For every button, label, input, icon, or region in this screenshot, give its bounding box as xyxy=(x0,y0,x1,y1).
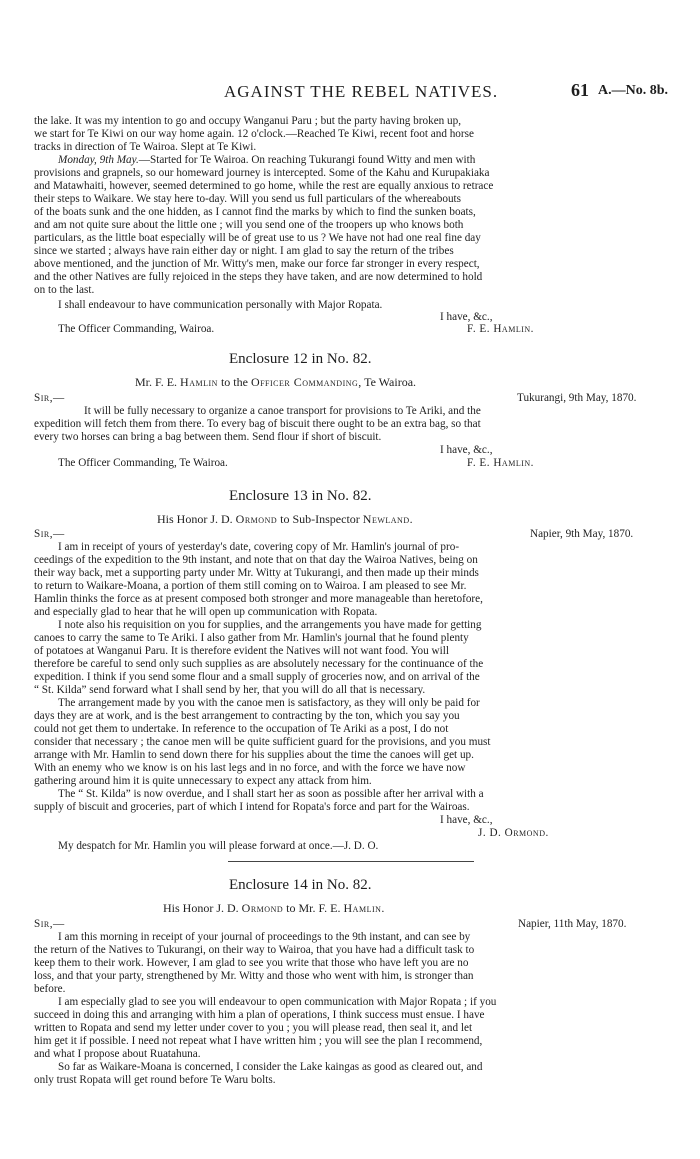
body-line: With an enemy who we know is on his last legs and in no force, and with the force we have now xyxy=(34,762,466,774)
enclosure-subtitle: His Honor J. D. Ormond to Sub-Inspector Newland. xyxy=(157,512,413,526)
body-line: him get it if possible. I need not repeat what I have written him ; you will see the plan I recommend, xyxy=(34,1035,483,1047)
document-reference: A.—No. 8b. xyxy=(598,83,669,98)
running-header-title: AGAINST THE REBEL NATIVES. xyxy=(224,82,499,101)
body-line: above mentioned, and the junction of Mr. Witty's men, make our force far stronger in every respect, xyxy=(34,258,480,270)
body-line: and am not quite sure about the little one ; will you send one of the troopers up who knows both xyxy=(34,219,464,231)
body-line: The “ St. Kilda” is now overdue, and I shall start her as soon as possible after her arrival with a xyxy=(58,788,484,800)
body-line: we start for Te Kiwi on our way home again. 12 o'clock.—Reached Te Kiwi, recent foot and horse xyxy=(34,128,474,140)
body-line: provisions and grapnels, so our homeward journey is intercepted. Some of the Kahu and Kurupakiaka xyxy=(34,167,490,179)
body-line: particulars, as the little boat especially will be of great use to us ? We have not had one real fine day xyxy=(34,232,481,244)
body-line: only trust Ropata will get round before Te Waru bolts. xyxy=(34,1074,276,1086)
body-line: since we started ; always have rain either day or night. I am glad to say the return of the tribes xyxy=(34,245,454,257)
body-line: expedition will fetch them from there. To every bag of biscuit there ought to be an extra bag, so that xyxy=(34,418,481,430)
signature: F. E. Hamlin. xyxy=(467,457,534,469)
place-date: Tukurangi, 9th May, 1870. xyxy=(517,392,637,404)
body-line: I am in receipt of yours of yesterday's date, covering copy of Mr. Hamlin's journal of pro- xyxy=(58,541,460,553)
closing: I have, &c., xyxy=(440,444,493,456)
salutation: Sir,— xyxy=(34,392,65,404)
enclosure-subtitle: His Honor J. D. Ormond to Mr. F. E. Hamlin. xyxy=(163,901,385,915)
body-line: to return to Waikare-Moana, a portion of them still coming on to Wairoa. I am pleased to see Mr. xyxy=(34,580,467,592)
page-number: 61 xyxy=(571,80,589,100)
body-line: Monday, 9th May.—Started for Te Wairoa. On reaching Tukurangi found Witty and men with xyxy=(58,154,476,166)
postscript: My despatch for Mr. Hamlin you will please forward at once.—J. D. O. xyxy=(58,840,379,852)
place-date: Napier, 9th May, 1870. xyxy=(530,528,634,540)
addressee: The Officer Commanding, Te Wairoa. xyxy=(58,457,228,469)
addressee: The Officer Commanding, Wairoa. xyxy=(58,323,215,335)
journal-date: Monday, 9th May. xyxy=(58,154,139,166)
body-line: and what I propose about Ruatahuna. xyxy=(34,1048,201,1060)
body-line: I shall endeavour to have communication personally with Major Ropata. xyxy=(58,299,383,311)
body-line: of the boats sunk and the one hidden, as I cannot find the marks by which to find the sunken boats, xyxy=(34,206,476,218)
body-line: Hamlin thinks the force as at present composed both stronger and more manageable than heretofore, xyxy=(34,593,483,605)
body-line: arrange with Mr. Hamlin to send down there for his supplies about the time the canoes will get up. xyxy=(34,749,474,761)
body-line: tracks in direction of Te Wairoa. Slept at Te Kiwi. xyxy=(34,141,257,153)
salutation: Sir,— xyxy=(34,918,65,930)
body-line: consider that necessary ; the canoe men will be quite sufficient guard for the provisions, and you must xyxy=(34,736,491,748)
body-line: of potatoes at Wanganui Paru. It is therefore evident the Natives will not want food. You will xyxy=(34,645,449,657)
body-line: I note also his requisition on you for supplies, and the arrangements you have made for getting xyxy=(58,619,482,631)
body-line: and especially glad to hear that he will open up communication with Ropata. xyxy=(34,606,378,618)
body-line: It will be fully necessary to organize a canoe transport for provisions to Te Ariki, and the xyxy=(84,405,481,417)
body-line: succeed in doing this and arranging with him a plan of operations, I think success must ensue. I have xyxy=(34,1009,485,1021)
body-line: The arrangement made by you with the canoe men is satisfactory, as they will only be paid for xyxy=(58,697,480,709)
body-line: and Matawhaiti, however, seemed determined to go home, while the rest are equally anxious to retrace xyxy=(34,180,494,192)
enclosure-title: Enclosure 13 in No. 82. xyxy=(229,488,372,504)
body-line: gathering around him it is quite unnecessary to expect any attack from him. xyxy=(34,775,372,787)
body-line: supply of biscuit and groceries, part of which I intend for Ropata's force and part for the Wairoas. xyxy=(34,801,470,813)
body-line: the return of the Natives to Tukurangi, on their way to Wairoa, that you have had a difficult task to xyxy=(34,944,475,956)
salutation: Sir,— xyxy=(34,528,65,540)
body-line: and the other Natives are fully rejoiced in the steps they have taken, and are now determined to hold xyxy=(34,271,483,283)
body-line: days they are at work, and is the best arrangement to contracting by the ton, which you say you xyxy=(34,710,460,722)
body-line: their steps to Waikare. We stay here to-day. Will you send us full particulars of the whereabouts xyxy=(34,193,462,205)
body-line: I am this morning in receipt of your journal of proceedings to the 9th instant, and can see by xyxy=(58,931,471,943)
section-divider xyxy=(228,861,474,862)
body-line: keep them to their work. However, I am glad to see you write that those who have left you are no xyxy=(34,957,469,969)
body-line: could not get them to undertake. In reference to the occupation of Te Ariki as a post, I do not xyxy=(34,723,449,735)
body-line: expedition. I think if you send some flour and a small supply of groceries now, and on arrival of the xyxy=(34,671,480,683)
body-line: on to the last. xyxy=(34,284,95,296)
enclosure-title: Enclosure 12 in No. 82. xyxy=(229,351,372,367)
closing: I have, &c., xyxy=(440,311,493,323)
body-line: loss, and that your party, strengthened by Mr. Witty and those who went with him, is stronger than xyxy=(34,970,474,982)
closing: I have, &c., xyxy=(440,814,493,826)
body-line: I am especially glad to see you will endeavour to open communication with Major Ropata ; if you xyxy=(58,996,497,1008)
body-line: So far as Waikare-Moana is concerned, I consider the Lake kaingas as good as cleared out, and xyxy=(58,1061,483,1073)
signature: J. D. Ormond. xyxy=(478,827,549,839)
body-line: written to Ropata and send my letter under cover to you ; you will please read, then seal it, and let xyxy=(34,1022,473,1034)
body-line: the lake. It was my intention to go and occupy Wanganui Paru ; but the party having broken up, xyxy=(34,115,462,127)
body-line: every two horses can bring a bag between them. Send flour if short of biscuit. xyxy=(34,431,382,443)
body-line: their way back, met a supporting party under Mr. Witty at Tukurangi, and then made up their minds xyxy=(34,567,479,579)
place-date: Napier, 11th May, 1870. xyxy=(518,918,627,930)
body-line: before. xyxy=(34,983,66,995)
body-line: canoes to carry the same to Te Ariki. I also gather from Mr. Hamlin's journal that he found plenty xyxy=(34,632,469,644)
body-line: “ St. Kilda” send forward what I shall send by her, that you will do all that is necessary. xyxy=(34,684,426,696)
enclosure-subtitle: Mr. F. E. Hamlin to the Officer Commanding, Te Wairoa. xyxy=(135,375,417,389)
body-line: ceedings of the expedition to the 9th instant, and note that on that day the Wairoa Natives, being on xyxy=(34,554,478,566)
body-line: therefore be careful to send only such supplies as are absolutely necessary for the continuance of the xyxy=(34,658,484,670)
enclosure-title: Enclosure 14 in No. 82. xyxy=(229,877,372,893)
signature: F. E. Hamlin. xyxy=(467,323,534,335)
